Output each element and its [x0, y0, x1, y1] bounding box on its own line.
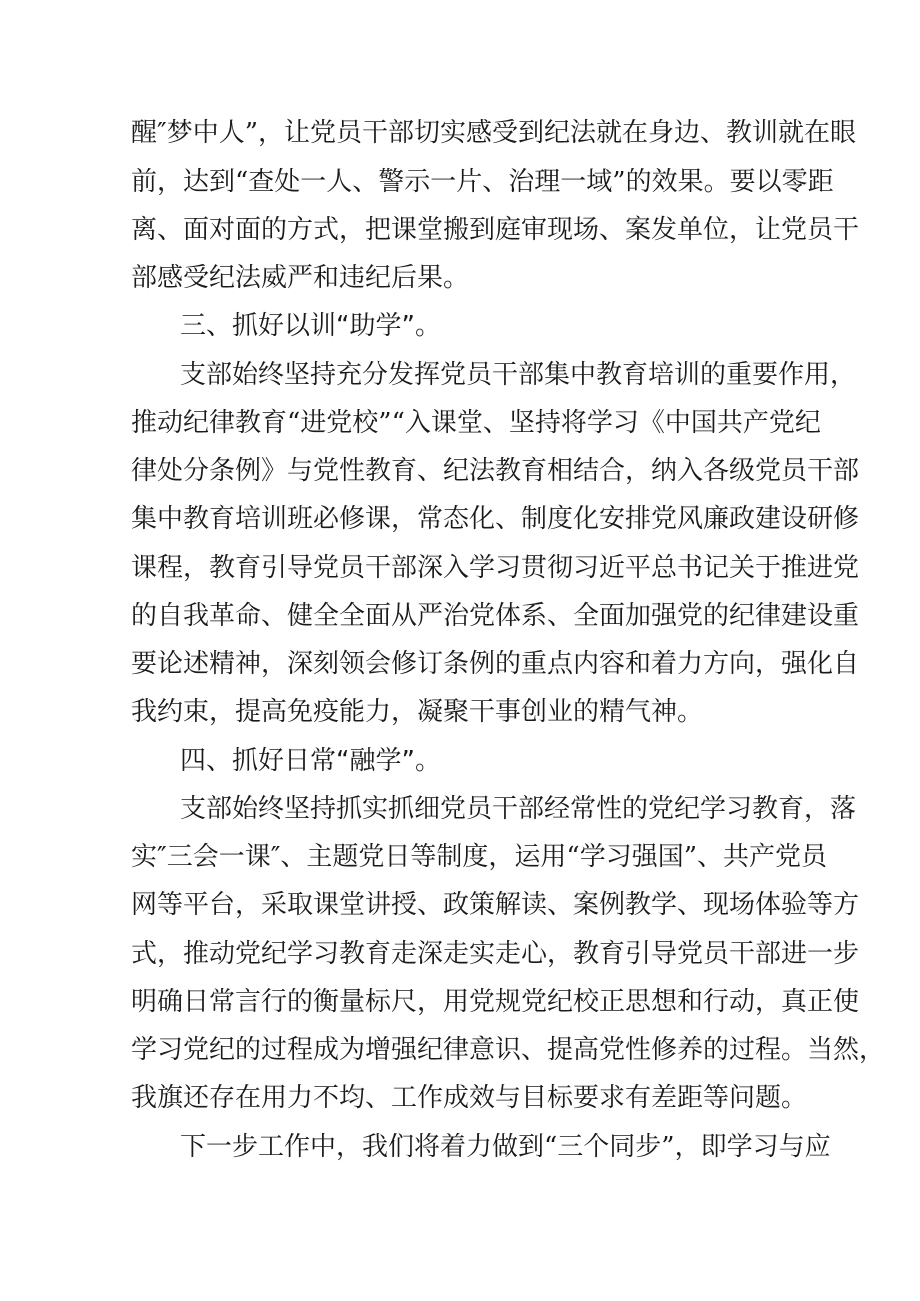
text-line: 律处分条例》与党性教育、纪法教育相结合，纳入各级党员干部	[131, 456, 860, 486]
section-heading: 三、抓好以训“助学”。	[180, 311, 441, 341]
text-line: 要论述精神，深刻领会修订条例的重点内容和着力方向，强化自	[131, 649, 860, 679]
text-line: 下一步工作中，我们将着力做到“三个同步”，即学习与应	[180, 1132, 831, 1162]
text-line: 我约束，提高免疫能力，凝聚干事创业的精气神。	[131, 697, 704, 727]
text-line: 离、面对面的方式，把课堂搬到庭审现场、案发单位，让党员干	[131, 215, 860, 245]
text-line: 学习党纪的过程成为增强纪律意识、提高党性修养的过程。当然，	[131, 1035, 886, 1065]
section-heading: 四、抓好日常“融学”。	[180, 746, 441, 776]
text-line: 我旗还存在用力不均、工作成效与目标要求有差距等问题。	[131, 1083, 808, 1113]
text-line: 醒″梦中人”，让党员干部切实感受到纪法就在身边、教训就在眼	[131, 118, 857, 148]
text-line: 网等平台，采取课堂讲授、政策解读、案例教学、现场体验等方	[131, 890, 860, 920]
text-line: 课程，教育引导党员干部深入学习贯彻习近平总书记关于推进党	[131, 553, 860, 583]
text-line: 前，达到“查处一人、警示一片、治理一域”的效果。要以零距	[131, 167, 834, 197]
text-line: 推动纪律教育“进党校”“入课堂、坚持将学习《中国共产党纪	[131, 408, 821, 438]
text-line: 部感受纪法威严和违纪后果。	[131, 263, 470, 293]
text-line: 明确日常言行的衡量标尺，用党规党纪校正思想和行动，真正使	[131, 987, 860, 1017]
text-line: 支部始终坚持充分发挥党员干部集中教育培训的重要作用，	[180, 360, 857, 390]
text-line: 实″三会一课″、主题党日等制度，运用“学习强国”、共产党员	[131, 842, 828, 872]
text-line: 支部始终坚持抓实抓细党员干部经常性的党纪学习教育，落	[180, 794, 857, 824]
text-line: 的自我革命、健全全面从严治党体系、全面加强党的纪律建设重	[131, 601, 860, 631]
text-line: 集中教育培训班必修课，常态化、制度化安排党风廉政建设研修	[131, 504, 860, 534]
text-line: 式，推动党纪学习教育走深走实走心，教育引导党员干部进一步	[131, 939, 860, 969]
